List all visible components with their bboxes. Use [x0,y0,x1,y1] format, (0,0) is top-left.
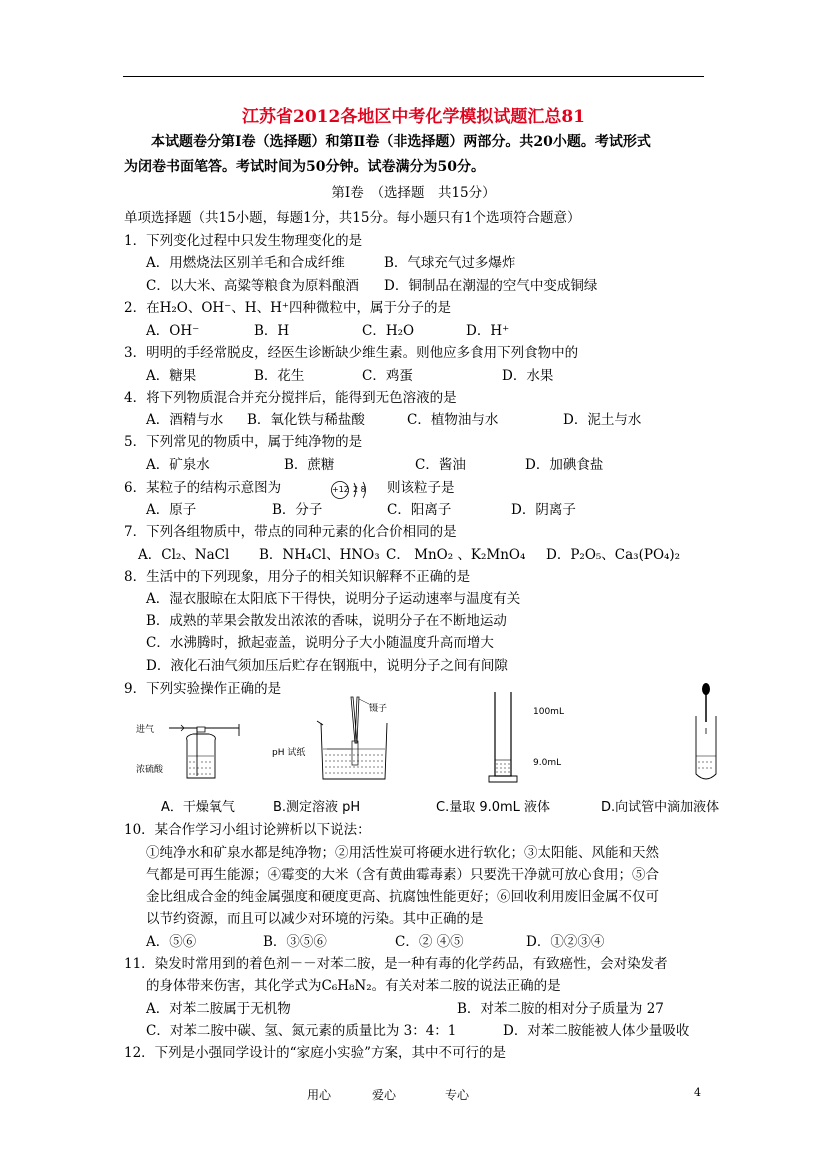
q4-option-d: D．泥土与水 [563,412,642,428]
label-100ml: 100mL [533,707,564,717]
q11-option-b: B．对苯二胺的相对分子质量为 27 [457,1001,664,1017]
q6-stem: 6．某粒子的结构示意图为 [124,480,282,496]
page-title: 江苏省2012各地区中考化学模拟试题汇总81 [242,107,585,127]
q1-option-d: D．铜制品在潮湿的空气中变成铜绿 [384,278,598,294]
footer-text-3: 专心 [445,1088,470,1102]
q7-option-b: B．NH₄Cl、HNO₃ [259,547,380,563]
footer-text-1: 用心 [307,1088,332,1102]
q7-option-a: A．Cl₂、NaCl [138,547,230,563]
q11-option-a: A．对苯二胺属于无机物 [146,1001,291,1017]
q2-option-b: B．H [254,323,290,339]
q3-option-c: C．鸡蛋 [362,368,413,384]
q11-option-c: C．对苯二胺中碳、氢、氮元素的质量比为 3：4：1 [146,1023,457,1039]
atom-nucleus-label: +12 [332,485,349,494]
q7-stem: 7．下列各组物质中，带点的同种元素的化合价相同的是 [124,524,457,540]
q9-option-b: B.测定溶液 pH [273,800,361,815]
q1-option-b: B．气球充气过多爆炸 [384,255,516,271]
q6-option-b: B．分子 [272,502,323,518]
part-heading: 第Ⅰ卷 （选择题 共15分） [331,185,496,201]
q9-option-a: A．干燥氧气 [161,800,235,815]
q4-option-c: C．植物油与水 [407,412,499,428]
q3-option-d: D．水果 [502,368,554,384]
q8-option-d: D．液化石油气须加压后贮存在钢瓶中，说明分子之间有间隙 [146,658,508,674]
q5-option-a: A．矿泉水 [146,457,210,473]
q8-option-a: A．湿衣服晾在太阳底下干得快，说明分子运动速率与温度有关 [146,591,521,607]
q4-option-a: A．酒精与水 [146,412,224,428]
q1-option-a: A．用燃烧法区别羊毛和合成纤维 [146,255,345,271]
label-ph-paper: pH 试纸 [272,748,306,758]
label-9ml: 9.0mL [533,758,562,768]
q8-option-c: C．水沸腾时，掀起壶盖，说明分子大小随温度升高而增大 [146,635,494,651]
label-conc-acid: 浓硫酸 [136,765,164,775]
q1-option-c: C．以大米、高粱等粮食为原料酿酒 [146,278,359,294]
q8-stem: 8．生活中的下列现象，用分子的相关知识解释不正确的是 [124,569,471,585]
ph-test-beaker-figure [295,693,405,788]
label-gas-in: 进气 [136,725,155,735]
q2-option-d: D．H⁺ [466,323,510,339]
header-rule [123,76,704,77]
q10-option-d: D．①②③④ [526,934,605,950]
q10-line-1: ①纯净水和矿泉水都是纯净物；②用活性炭可将硬水进行软化；③太阳能、风能和天然 [146,845,659,861]
q3-option-b: B．花生 [254,368,305,384]
q4-stem: 4．将下列物质混合并充分搅拌后，能得到无色溶液的是 [124,390,457,406]
q1-stem: 1．下列变化过程中只发生物理变化的是 [124,233,363,249]
section-heading: 单项选择题（共15小题，每题1分，共15分。每小题只有1个选项符合题意） [124,210,581,226]
q10-option-c: C．② ④⑤ [395,934,464,950]
q2-option-a: A．OH⁻ [146,323,200,339]
q9-stem: 9．下列实验操作正确的是 [124,681,282,697]
intro-line-2: 为闭卷书面笔答。考试时间为50分钟。试卷满分为50分。 [124,159,485,175]
q6-stem-tail: 则该粒子是 [387,480,455,496]
q10-line-3: 金比组成合金的纯金属强度和硬度更高、抗腐蚀性能更好；⑥回收利用废旧金属不仅可 [146,889,659,905]
test-tube-dropper-figure [688,682,728,786]
q10-stem: 10．某合作学习小组讨论辨析以下说法： [124,822,371,838]
atom-shell-label: 2 8 [353,485,366,494]
q8-option-b: B．成熟的苹果会散发出浓浓的香味，说明分子在不断地运动 [146,613,507,629]
q6-option-a: A．原子 [146,502,197,518]
q10-line-4: 以节约资源，而且可以减少对环境的污染。其中正确的是 [146,911,484,927]
q9-option-d: D.向试管中滴加液体 [601,800,720,815]
q5-option-c: C．酱油 [415,457,466,473]
footer-text-2: 爱心 [372,1088,397,1102]
q11-stem-2: 的身体带来伤害，其化学式为C₆H₈N₂。有关对苯二胺的说法正确的是 [146,978,561,994]
q10-line-2: 气都是可再生能源；④霉变的大米（含有黄曲霉毒素）只要洗干净就可放心食用；⑤合 [146,867,659,883]
q4-option-b: B．氧化铁与稀盐酸 [247,412,365,428]
q11-option-d: D．对苯二胺能被人体少量吸收 [503,1023,690,1039]
q6-option-c: C．阳离子 [387,502,452,518]
intro-line-1: 本试题卷分第Ⅰ卷（选择题）和第Ⅱ卷（非选择题）两部分。共20小题。考试形式 [151,134,651,150]
q10-option-a: A．⑤⑥ [146,934,197,950]
q5-option-b: B．蔗糖 [284,457,335,473]
q6-option-d: D．阴离子 [511,502,576,518]
q3-option-a: A．糖果 [146,368,197,384]
q5-option-d: D．加碘食盐 [525,457,604,473]
q12-stem: 12．下列是小强同学设计的“家庭小实验”方案，其中不可行的是 [124,1045,506,1061]
q9-option-c: C.量取 9.0mL 液体 [436,800,551,815]
q2-option-c: C．H₂O [362,323,415,339]
q2-stem: 2．在H₂O、OH⁻、H、H⁺四种微粒中，属于分子的是 [124,300,451,316]
page-number: 4 [694,1086,701,1099]
q11-stem-1: 11．染发时常用到的着色剂－－对苯二胺，是一种有毒的化学药品，有致癌性，会对染发者 [124,956,668,972]
q7-option-d: D．P₂O₅、Ca₃(PO₄)₂ [546,547,681,563]
q7-option-c: C． MnO₂ 、K₂MnO₄ [386,547,526,563]
q5-stem: 5．下列常见的物质中，属于纯净物的是 [124,434,363,450]
graduated-cylinder-figure [485,690,535,785]
label-tweezers: 镊子 [369,704,388,714]
q10-option-b: B．③⑤⑥ [263,934,327,950]
q3-stem: 3．明明的手经常脱皮，经医生诊断缺少维生素。则他应多食用下列食物中的 [124,345,579,361]
